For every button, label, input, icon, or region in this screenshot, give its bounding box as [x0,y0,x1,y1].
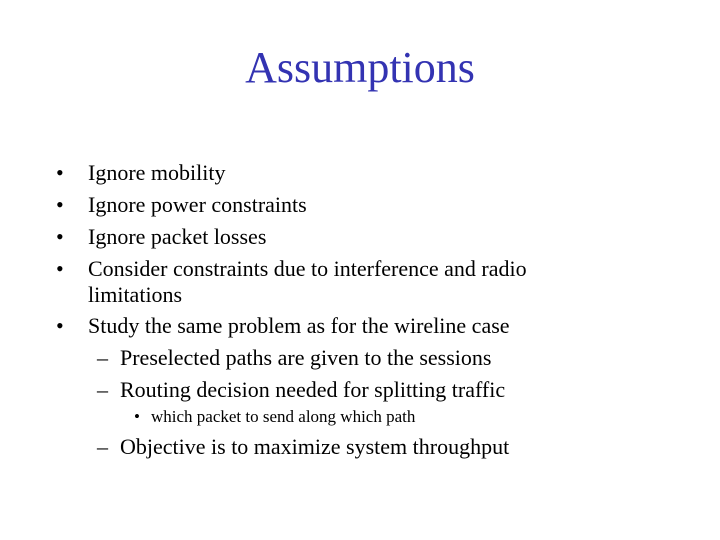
bullet-text: Ignore mobility [88,160,226,185]
sub-sub-bullet-text: which packet to send along which path [151,407,416,426]
bullet-text: Consider constraints due to interference and radio [88,256,527,281]
bullet-marker: • [134,407,140,426]
bullet-text: Study the same problem as for the wireline case [88,313,510,338]
sub-bullet-text: Routing decision needed for splitting traffic [120,377,506,402]
bullet-marker: • [56,160,64,185]
sub-bullet-text: Preselected paths are given to the sessions [120,345,492,370]
dash-marker: – [97,345,108,370]
bullet-marker: • [56,313,64,338]
slide-title: Assumptions [245,43,475,92]
bullet-marker: • [56,224,64,249]
bullet-marker: • [56,256,64,281]
dash-marker: – [97,377,108,402]
bullet-text: Ignore packet losses [88,224,267,249]
bullet-marker: • [56,192,64,217]
bullet-text: Ignore power constraints [88,192,307,217]
sub-bullet-text: Objective is to maximize system throughput [120,434,510,459]
dash-marker: – [97,434,108,459]
bullet-text-continuation: limitations [88,282,183,307]
